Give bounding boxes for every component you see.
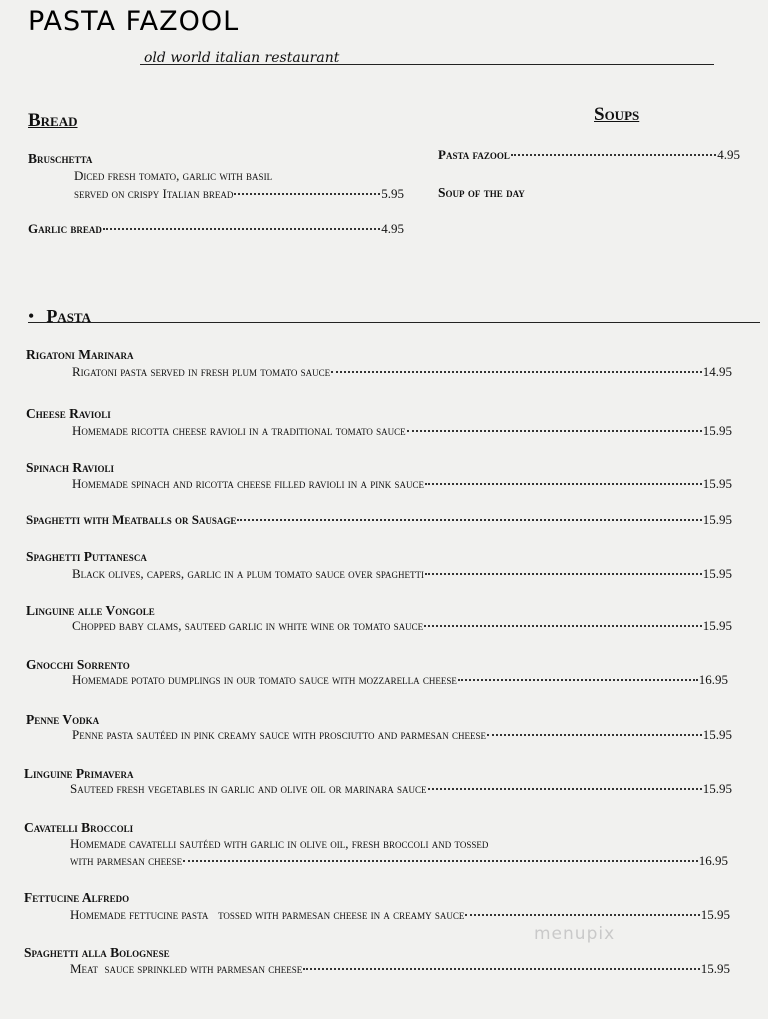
spaghetti-puttanesca-name: Spaghetti Puttanesca	[26, 549, 147, 564]
spinach-ravioli-description: Homemade spinach and ricotta cheese filled ravioli in a pink sauce	[72, 476, 425, 491]
spaghetti-bolognese-name: Spaghetti alla Bolognese	[24, 945, 170, 960]
spinach-ravioli-price: 15.95	[702, 476, 732, 491]
leader-dots	[425, 573, 702, 575]
cheese-ravioli-price: 15.95	[702, 423, 732, 438]
gnocchi-sorrento-description: Homemade potato dumplings in our tomato sauce with mozzarella cheese	[72, 672, 457, 687]
spaghetti-puttanesca-description: Black olives, capers, garlic in a plum tomato sauce over spaghetti	[72, 566, 425, 581]
linguine-primavera-line	[70, 781, 732, 797]
linguine-primavera-price: 15.95	[702, 781, 732, 796]
bullet-icon: •	[28, 306, 35, 326]
spinach-ravioli-line	[72, 476, 732, 492]
pasta-fazool-line	[438, 147, 740, 163]
leader-dots	[303, 968, 700, 970]
leader-dots	[487, 734, 702, 736]
linguine-vongole-description: Chopped baby clams, sauteed garlic in white wine or tomato sauce	[72, 618, 424, 633]
leader-dots	[428, 788, 702, 790]
leader-dots	[103, 228, 380, 230]
subtitle-divider	[140, 64, 714, 65]
linguine-primavera-name: Linguine Primavera	[24, 766, 134, 781]
leader-dots	[511, 154, 716, 156]
bruschetta-description-2: served on crispy Italian bread	[74, 186, 234, 201]
leader-dots	[331, 371, 702, 373]
garlic-bread-name: Garlic bread	[28, 221, 102, 236]
soup-of-the-day-name: Soup of the day	[438, 185, 525, 200]
leader-dots	[237, 519, 701, 521]
pasta-header	[28, 306, 91, 327]
rigatoni-marinara-description: Rigatoni pasta served in fresh plum tomato sauce	[72, 364, 331, 379]
leader-dots	[465, 914, 699, 916]
spaghetti-meatballs-line	[26, 512, 732, 528]
bruschetta-description: Diced fresh tomato, garlic with basil	[74, 168, 273, 183]
penne-vodka-price: 15.95	[702, 727, 732, 742]
linguine-vongole-line	[72, 618, 732, 634]
cheese-ravioli-line	[72, 423, 732, 439]
bread-heading: Bread	[28, 110, 78, 131]
restaurant-title: PASTA FAZOOL	[28, 6, 240, 37]
penne-vodka-name: Penne Vodka	[26, 712, 100, 727]
spaghetti-meatballs-price: 15.95	[702, 512, 732, 527]
fettucine-alfredo-line	[70, 907, 730, 923]
pasta-heading: Pasta	[46, 306, 92, 326]
leader-dots	[183, 860, 698, 862]
pasta-divider	[28, 322, 760, 323]
gnocchi-sorrento-line	[72, 672, 728, 688]
cavatelli-broccoli-description-2: with parmesan cheese	[70, 853, 183, 868]
rigatoni-marinara-name: Rigatoni Marinara	[26, 347, 134, 362]
rigatoni-marinara-price: 14.95	[702, 364, 732, 379]
leader-dots	[424, 625, 702, 627]
penne-vodka-line	[72, 727, 732, 743]
gnocchi-sorrento-name: Gnocchi Sorrento	[26, 657, 130, 672]
spaghetti-puttanesca-line	[72, 566, 732, 582]
penne-vodka-description: Penne pasta sautéed in pink creamy sauce with prosciutto and parmesan cheese	[72, 727, 486, 742]
pasta-fazool-name: Pasta fazool	[438, 147, 510, 162]
bruschetta-name: Bruschetta	[28, 151, 93, 166]
linguine-vongole-price: 15.95	[702, 618, 732, 633]
cavatelli-broccoli-description: Homemade cavatelli sautéed with garlic in olive oil, fresh broccoli and tossed	[70, 836, 489, 851]
linguine-vongole-name: Linguine alle Vongole	[26, 603, 155, 618]
cavatelli-broccoli-name: Cavatelli Broccoli	[24, 820, 134, 835]
spinach-ravioli-name: Spinach Ravioli	[26, 460, 114, 475]
cheese-ravioli-name: Cheese Ravioli	[26, 406, 111, 421]
fettucine-alfredo-price: 15.95	[700, 907, 730, 922]
leader-dots	[425, 483, 702, 485]
spaghetti-bolognese-line	[70, 961, 730, 977]
soups-heading: Soups	[594, 104, 640, 125]
spaghetti-puttanesca-price: 15.95	[702, 566, 732, 581]
gnocchi-sorrento-price: 16.95	[698, 672, 728, 687]
leader-dots	[234, 193, 380, 195]
menupix-watermark: menupix	[534, 924, 616, 944]
fettucine-alfredo-name: Fettucine Alfredo	[24, 890, 130, 905]
fettucine-alfredo-description: Homemade fettucine pasta tossed with parmesan cheese in a creamy sauce	[70, 907, 465, 922]
cheese-ravioli-description: Homemade ricotta cheese ravioli in a traditional tomato sauce	[72, 423, 406, 438]
leader-dots	[407, 430, 702, 432]
linguine-primavera-description: Sauteed fresh vegetables in garlic and olive oil or marinara sauce	[70, 781, 427, 796]
spaghetti-bolognese-price: 15.95	[700, 961, 730, 976]
leader-dots	[458, 679, 698, 681]
garlic-bread-price: 4.95	[381, 221, 404, 236]
restaurant-subtitle: old world italian restaurant	[144, 50, 340, 66]
bruschetta-price: 5.95	[381, 186, 404, 201]
rigatoni-marinara-line	[72, 364, 732, 380]
pasta-fazool-price: 4.95	[717, 147, 740, 162]
bruschetta-price-line	[74, 186, 404, 202]
garlic-bread-line	[28, 221, 404, 237]
spaghetti-bolognese-description: Meat sauce sprinkled with parmesan cheese	[70, 961, 303, 976]
cavatelli-broccoli-price: 16.95	[698, 853, 728, 868]
cavatelli-broccoli-line	[70, 853, 728, 869]
spaghetti-meatballs-name: Spaghetti with Meatballs or Sausage	[26, 512, 237, 527]
